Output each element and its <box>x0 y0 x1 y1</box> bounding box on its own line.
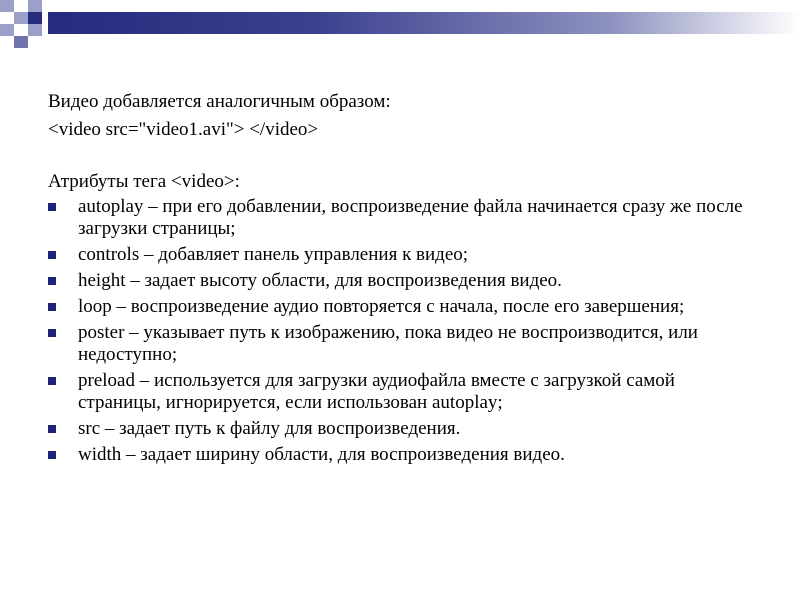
list-item-text: poster – указывает путь к изображению, пока видео не воспроизводится, или недоступно; <box>78 322 698 365</box>
list-item-text: loop – воспроизведение аудио повторяется с начала, после его завершения; <box>78 296 685 317</box>
header-square-icon <box>14 12 28 24</box>
bullet-square-icon <box>48 425 56 433</box>
bullet-square-icon <box>48 277 56 285</box>
list-item-text: width – задает ширину области, для воспроизведения видео. <box>78 444 565 465</box>
list-item-text: src – задает путь к файлу для воспроизведения. <box>78 418 461 439</box>
list-item-text: height – задает высоту области, для воспроизведения видео. <box>78 270 562 291</box>
list-item <box>48 244 748 266</box>
header-square-icon <box>28 12 42 24</box>
slide-content <box>48 88 748 470</box>
attribute-list <box>48 196 748 466</box>
list-item <box>48 444 748 466</box>
list-item <box>48 370 748 414</box>
header-square-icon <box>14 36 28 48</box>
list-item <box>48 322 748 366</box>
bullet-square-icon <box>48 329 56 337</box>
list-item <box>48 196 748 240</box>
header-square-icon <box>0 24 14 36</box>
list-item-text: controls – добавляет панель управления к видео; <box>78 244 469 265</box>
header-square-icon <box>0 0 14 12</box>
header-square-icon <box>28 0 42 12</box>
header-gradient-bar <box>48 12 800 34</box>
list-item <box>48 296 748 318</box>
spacer <box>48 144 748 168</box>
attributes-heading: Атрибуты тега <video>: <box>48 171 240 192</box>
list-item <box>48 418 748 440</box>
bullet-square-icon <box>48 377 56 385</box>
bullet-square-icon <box>48 303 56 311</box>
bullet-square-icon <box>48 203 56 211</box>
bullet-square-icon <box>48 451 56 459</box>
list-item-text: preload – используется для загрузки аудиофайла вместе с загрузкой самой страницы, игнорируется, если использован autoplay; <box>78 370 675 413</box>
slide-header-decoration <box>0 0 800 50</box>
list-item <box>48 270 748 292</box>
list-item-text: autoplay – при его добавлении, воспроизведение файла начинается сразу же после загрузки страницы; <box>78 196 743 239</box>
code-example: <video src="video1.avi"> </video> <box>48 119 319 140</box>
header-square-icon <box>28 24 42 36</box>
bullet-square-icon <box>48 251 56 259</box>
intro-text: Видео добавляется аналогичным образом: <box>48 91 391 112</box>
